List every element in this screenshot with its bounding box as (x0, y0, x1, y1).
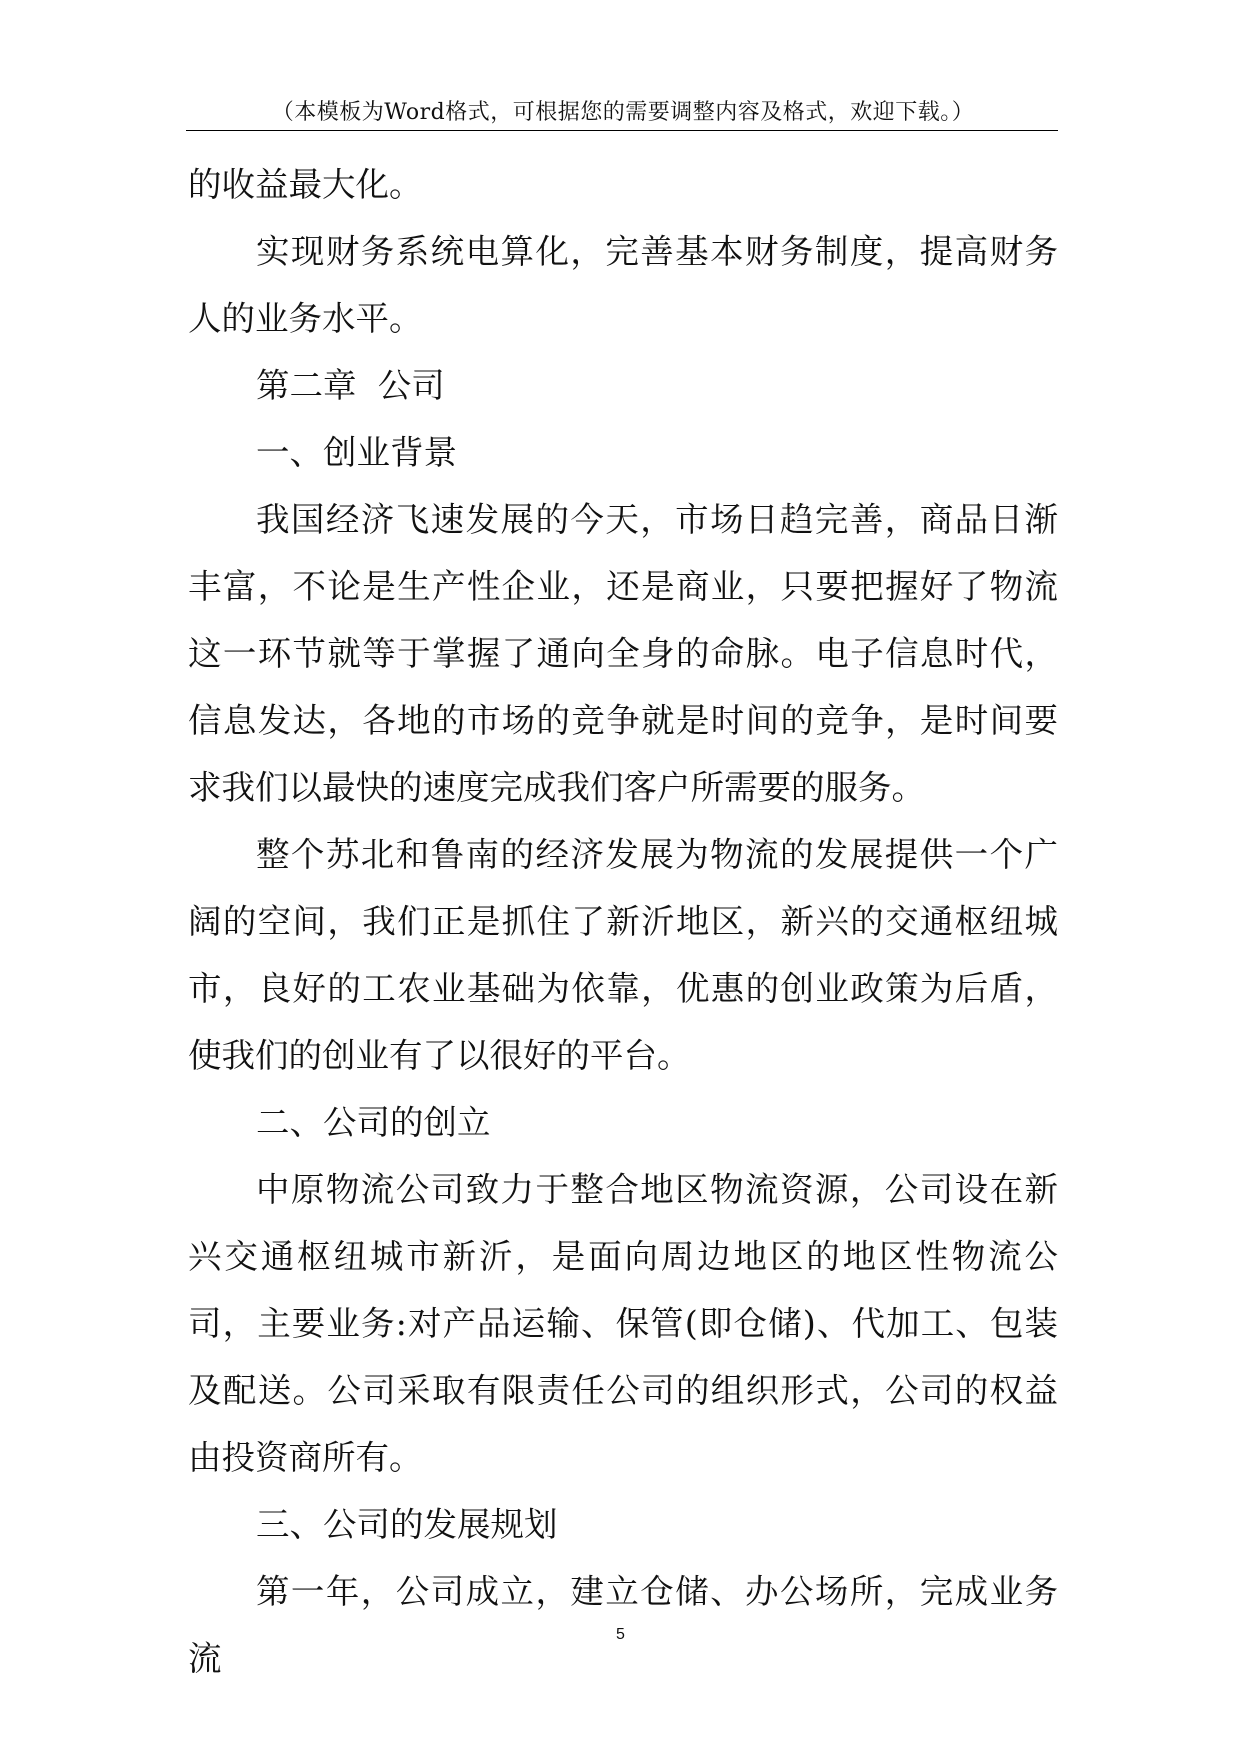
header-divider (186, 130, 1058, 131)
section-heading-1: 一、创业背景 (256, 433, 457, 472)
paragraph-6: 第一年，公司成立，建立仓储、办公场所，完成业务流 (188, 1572, 1058, 1678)
header-note: （本模板为Word格式，可根据您的需要调整内容及格式，欢迎下载。） (271, 100, 975, 125)
section-heading-3: 三、公司的发展规划 (256, 1505, 558, 1544)
paragraph-5: 中原物流公司致力于整合地区物流资源，公司设在新兴交通枢纽城市新沂，是面向周边地区的地区性物流公司，主要业务:对产品运输、保管(即仓储)、代加工、包装及配送。公司采取有限责任公司的组织形式，公司的权益由投资商所有。 (188, 1170, 1058, 1477)
paragraph-2: 实现财务系统电算化，完善基本财务制度，提高财务人的业务水平。 (188, 232, 1058, 338)
paragraph-1: 的收益最大化。 (188, 165, 423, 204)
chapter-heading: 第二章 公司 (256, 366, 445, 405)
section-heading-2: 二、公司的创立 (256, 1103, 491, 1142)
document-body (188, 151, 1058, 1692)
paragraph-4: 整个苏北和鲁南的经济发展为物流的发展提供一个广阔的空间，我们正是抓住了新沂地区，新兴的交通枢纽城市，良好的工农业基础为依靠，优惠的创业政策为后盾，使我们的创业有了以很好的平台。 (188, 835, 1058, 1075)
paragraph-3: 我国经济飞速发展的今天，市场日趋完善，商品日渐丰富，不论是生产性企业，还是商业，只要把握好了物流这一环节就等于掌握了通向全身的命脉。电子信息时代，信息发达，各地的市场的竞争就是时间的竞争，是时间要求我们以最快的速度完成我们客户所需要的服务。 (188, 500, 1058, 807)
page-number: 5 (616, 1626, 625, 1643)
